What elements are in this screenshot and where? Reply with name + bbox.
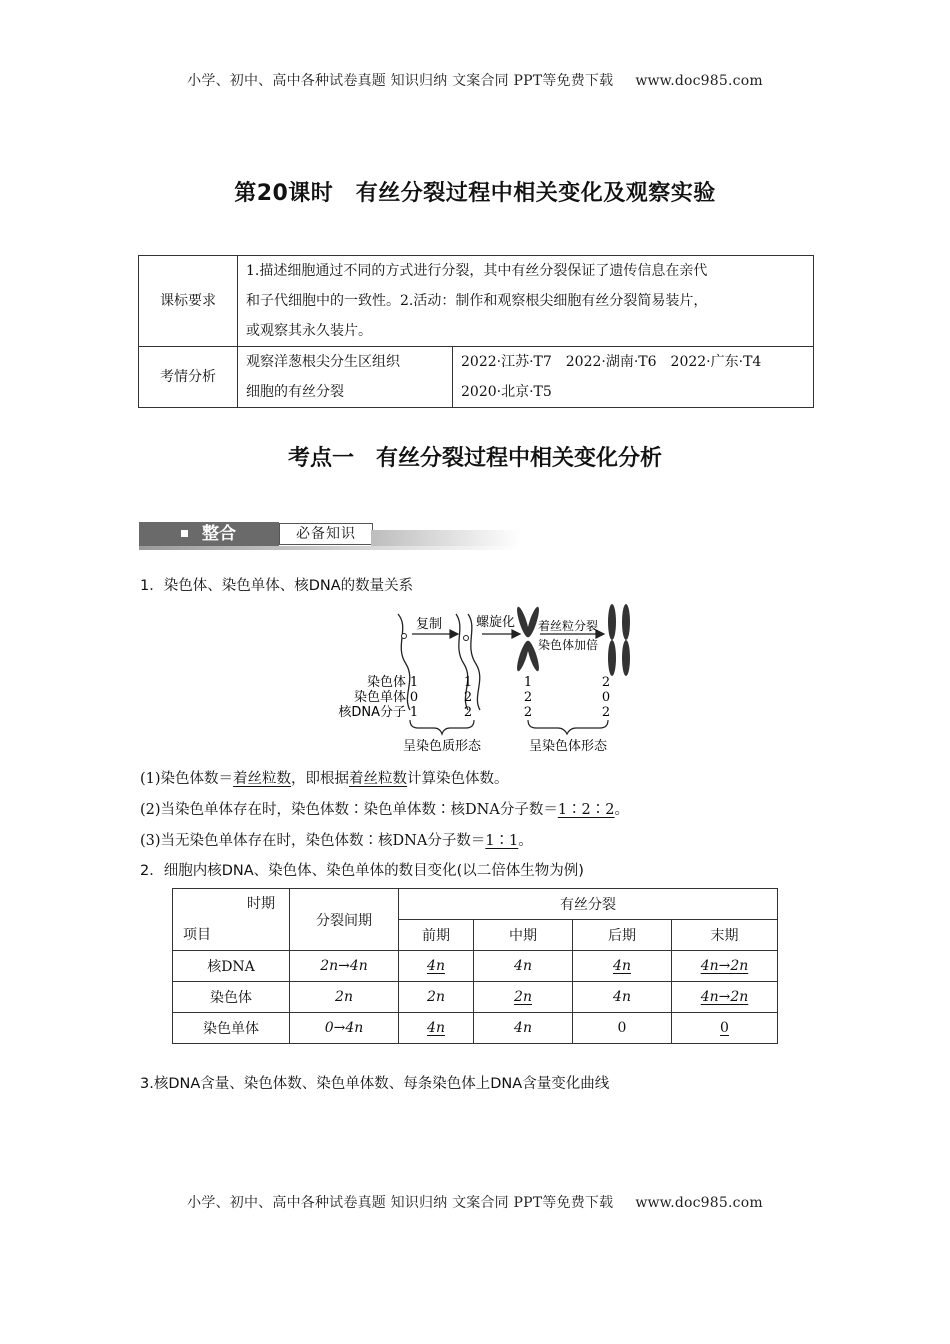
- label-chromosome-form: 呈染色体形态: [528, 739, 608, 754]
- header-telophase: 末期: [672, 920, 778, 951]
- page-title: 第20课时 有丝分裂过程中相关变化及观察实验: [234, 181, 716, 206]
- header-text: 小学、初中、高中各种试卷真题 知识归纳 文案合同 PPT等免费下载: [187, 73, 614, 89]
- requirements-table: [138, 255, 814, 408]
- svg-text:2: 2: [523, 705, 533, 720]
- header-mitosis: 有丝分裂: [399, 889, 778, 920]
- footer-url[interactable]: www.doc985.com: [635, 1195, 763, 1211]
- item-1-heading: 1．染色体、染色单体、核DNA的数量关系: [140, 578, 414, 594]
- header-interphase: 分裂间期: [290, 889, 399, 951]
- req-label-analysis: 考情分析: [139, 347, 238, 408]
- banner-fade: [371, 530, 521, 546]
- point-2: (2)当染色单体存在时，染色体数∶染色单体数∶核DNA分子数＝1∶2∶2。: [140, 802, 630, 818]
- banner-sub: 必备知识: [279, 523, 373, 545]
- label-chromatin-form: 呈染色质形态: [402, 739, 482, 754]
- table-row: 染色单体 0→4n 4n 4n 0 0: [173, 1013, 778, 1044]
- label-chromosome-double: 染色体加倍: [538, 638, 599, 652]
- row-label-chromatid: 染色单体: [353, 690, 406, 705]
- separated-chromosomes: [608, 604, 630, 676]
- page-footer: [0, 1192, 950, 1212]
- svg-text:2: 2: [463, 705, 473, 720]
- svg-text:0: 0: [409, 690, 419, 705]
- label-centromere-split: 着丝粒分裂: [538, 619, 599, 633]
- svg-text:1: 1: [409, 705, 419, 720]
- svg-text:2: 2: [463, 690, 473, 705]
- table-row: 核DNA 2n→4n 4n 4n 4n 4n→2n: [173, 951, 778, 982]
- brace-chromatin: [410, 720, 474, 734]
- req-analysis-topic: 观察洋葱根尖分生区组织 细胞的有丝分裂: [238, 347, 453, 408]
- svg-text:0: 0: [601, 690, 611, 705]
- table-row: 染色体 2n 2n 2n 4n 4n→2n: [173, 982, 778, 1013]
- svg-text:2: 2: [523, 690, 533, 705]
- svg-text:2: 2: [601, 675, 611, 690]
- req-label-standard: 课标要求: [139, 256, 238, 347]
- banner-underline: [139, 546, 521, 550]
- svg-text:1: 1: [463, 675, 473, 690]
- point-1: (1)染色体数＝着丝粒数，即根据着丝粒数计算染色体数。: [140, 771, 509, 787]
- label-replication: 复制: [416, 617, 443, 632]
- section-banner: [139, 522, 521, 550]
- row-label-chromosome: 染色体: [366, 675, 406, 690]
- corner-cell: 时期 项目: [173, 889, 290, 951]
- header-anaphase: 后期: [573, 920, 672, 951]
- svg-text:1: 1: [523, 675, 533, 690]
- header-url[interactable]: www.doc985.com: [635, 73, 763, 89]
- count-table: [172, 888, 778, 1044]
- page-header: [0, 70, 950, 90]
- svg-text:1: 1: [409, 675, 419, 690]
- row-label-dna: 核DNA分子: [338, 705, 406, 720]
- banner-main: 整合: [139, 522, 279, 546]
- label-condensation: 螺旋化: [476, 615, 516, 630]
- centromere-dot-2: [464, 636, 469, 641]
- item-2-heading: 2．细胞内核DNA、染色体、染色单体的数目变化(以二倍体生物为例): [140, 863, 584, 879]
- req-analysis-exams: 2022·江苏·T7 2022·湖南·T6 2022·广东·T4 2020·北京·T5: [453, 347, 814, 408]
- item-3-heading: 3.核DNA含量、染色体数、染色单体数、每条染色体上DNA含量变化曲线: [140, 1076, 610, 1092]
- header-prophase: 前期: [399, 920, 474, 951]
- svg-text:2: 2: [601, 705, 611, 720]
- point-3: (3)当无染色单体存在时，染色体数∶核DNA分子数＝1∶1。: [140, 833, 533, 849]
- section-title: 考点一 有丝分裂过程中相关变化分析: [287, 446, 662, 471]
- req-standard-text: 1.描述细胞通过不同的方式进行分裂，其中有丝分裂保证了遗传信息在亲代 和子代细胞中的一致性。2.活动：制作和观察根尖细胞有丝分裂简易装片， 或观察其永久装片。: [238, 256, 814, 347]
- centromere-dot-1: [402, 634, 407, 639]
- brace-chromosome: [528, 720, 608, 734]
- square-icon: [181, 530, 188, 537]
- header-metaphase: 中期: [474, 920, 573, 951]
- footer-text: 小学、初中、高中各种试卷真题 知识归纳 文案合同 PPT等免费下载: [187, 1195, 614, 1211]
- chromosome-diagram: [318, 600, 648, 760]
